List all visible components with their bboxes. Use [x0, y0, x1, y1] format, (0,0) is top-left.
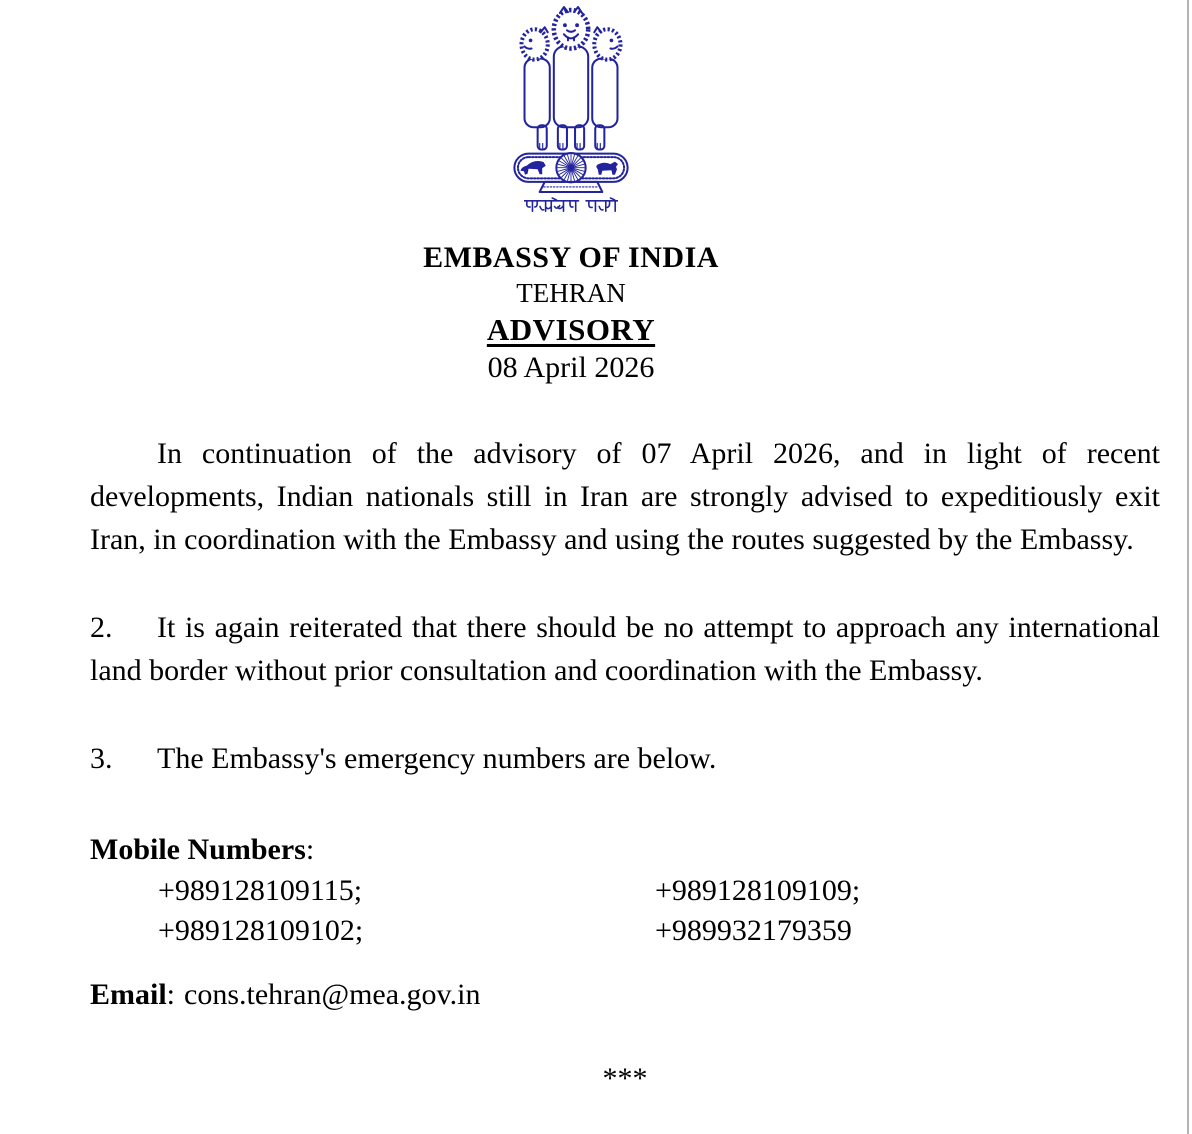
center-lion-head: [554, 7, 588, 48]
horse-icon: [520, 161, 545, 175]
motto-script-icon: [524, 196, 618, 217]
mobile-numbers-colon: :: [305, 833, 315, 866]
mobile-numbers-section: [90, 828, 1160, 951]
advisory-date: 08 April 2026: [487, 351, 655, 384]
phone-row: [90, 871, 1160, 911]
page-edge-line: [1187, 0, 1189, 1134]
phone-number-grid: [90, 871, 1160, 951]
email-colon: :: [166, 978, 176, 1011]
phone-number: +989128109109;: [655, 874, 861, 907]
document-body: [90, 432, 1160, 1097]
document-type-title: ADVISORY: [486, 312, 656, 347]
paragraph-1-text: In continuation of the advisory of 07 April 2026, and in light of recent developments, Indian nationals still in Iran are strongly advised to expeditiously exit Iran, in coordination with the Embassy and using the routes suggested by the Embassy.: [90, 437, 1160, 556]
plinth: [540, 182, 603, 192]
phone-row: [90, 911, 1160, 951]
paragraph-1: [90, 432, 1160, 561]
phone-number: +989128109115;: [158, 874, 363, 907]
abacus: [514, 153, 627, 182]
paragraph-3-text: The Embassy's emergency numbers are below.: [157, 742, 717, 775]
embassy-city: TEHRAN: [516, 278, 626, 308]
dharma-chakra-icon: [556, 153, 585, 182]
document-header: [0, 0, 1142, 386]
email-section: [90, 973, 1160, 1016]
lion-capital-icon: [510, 4, 632, 194]
mobile-numbers-label: Mobile Numbers: [90, 833, 306, 866]
lion-legs: [538, 125, 605, 149]
paragraph-3: [90, 737, 1160, 780]
bull-icon: [596, 162, 618, 175]
embassy-title: EMBASSY OF INDIA: [423, 241, 719, 274]
email-label: Email: [90, 978, 167, 1011]
phone-number: +989932179359: [655, 914, 852, 947]
email-address: cons.tehran@mea.gov.in: [184, 978, 481, 1011]
paragraph-2-number: 2.: [90, 611, 113, 644]
paragraph-2: [90, 606, 1160, 692]
paragraph-2-text: It is again reiterated that there should be no attempt to approach any international land border without prior consultation and coordination with the Embassy.: [90, 611, 1160, 687]
emblem-motto: [0, 196, 1142, 217]
phone-number: +989128109102;: [158, 914, 364, 947]
mobile-numbers-heading: [90, 828, 1160, 871]
paragraph-3-number: 3.: [90, 742, 113, 775]
end-mark: ***: [602, 1062, 648, 1095]
india-emblem: [0, 4, 1142, 194]
